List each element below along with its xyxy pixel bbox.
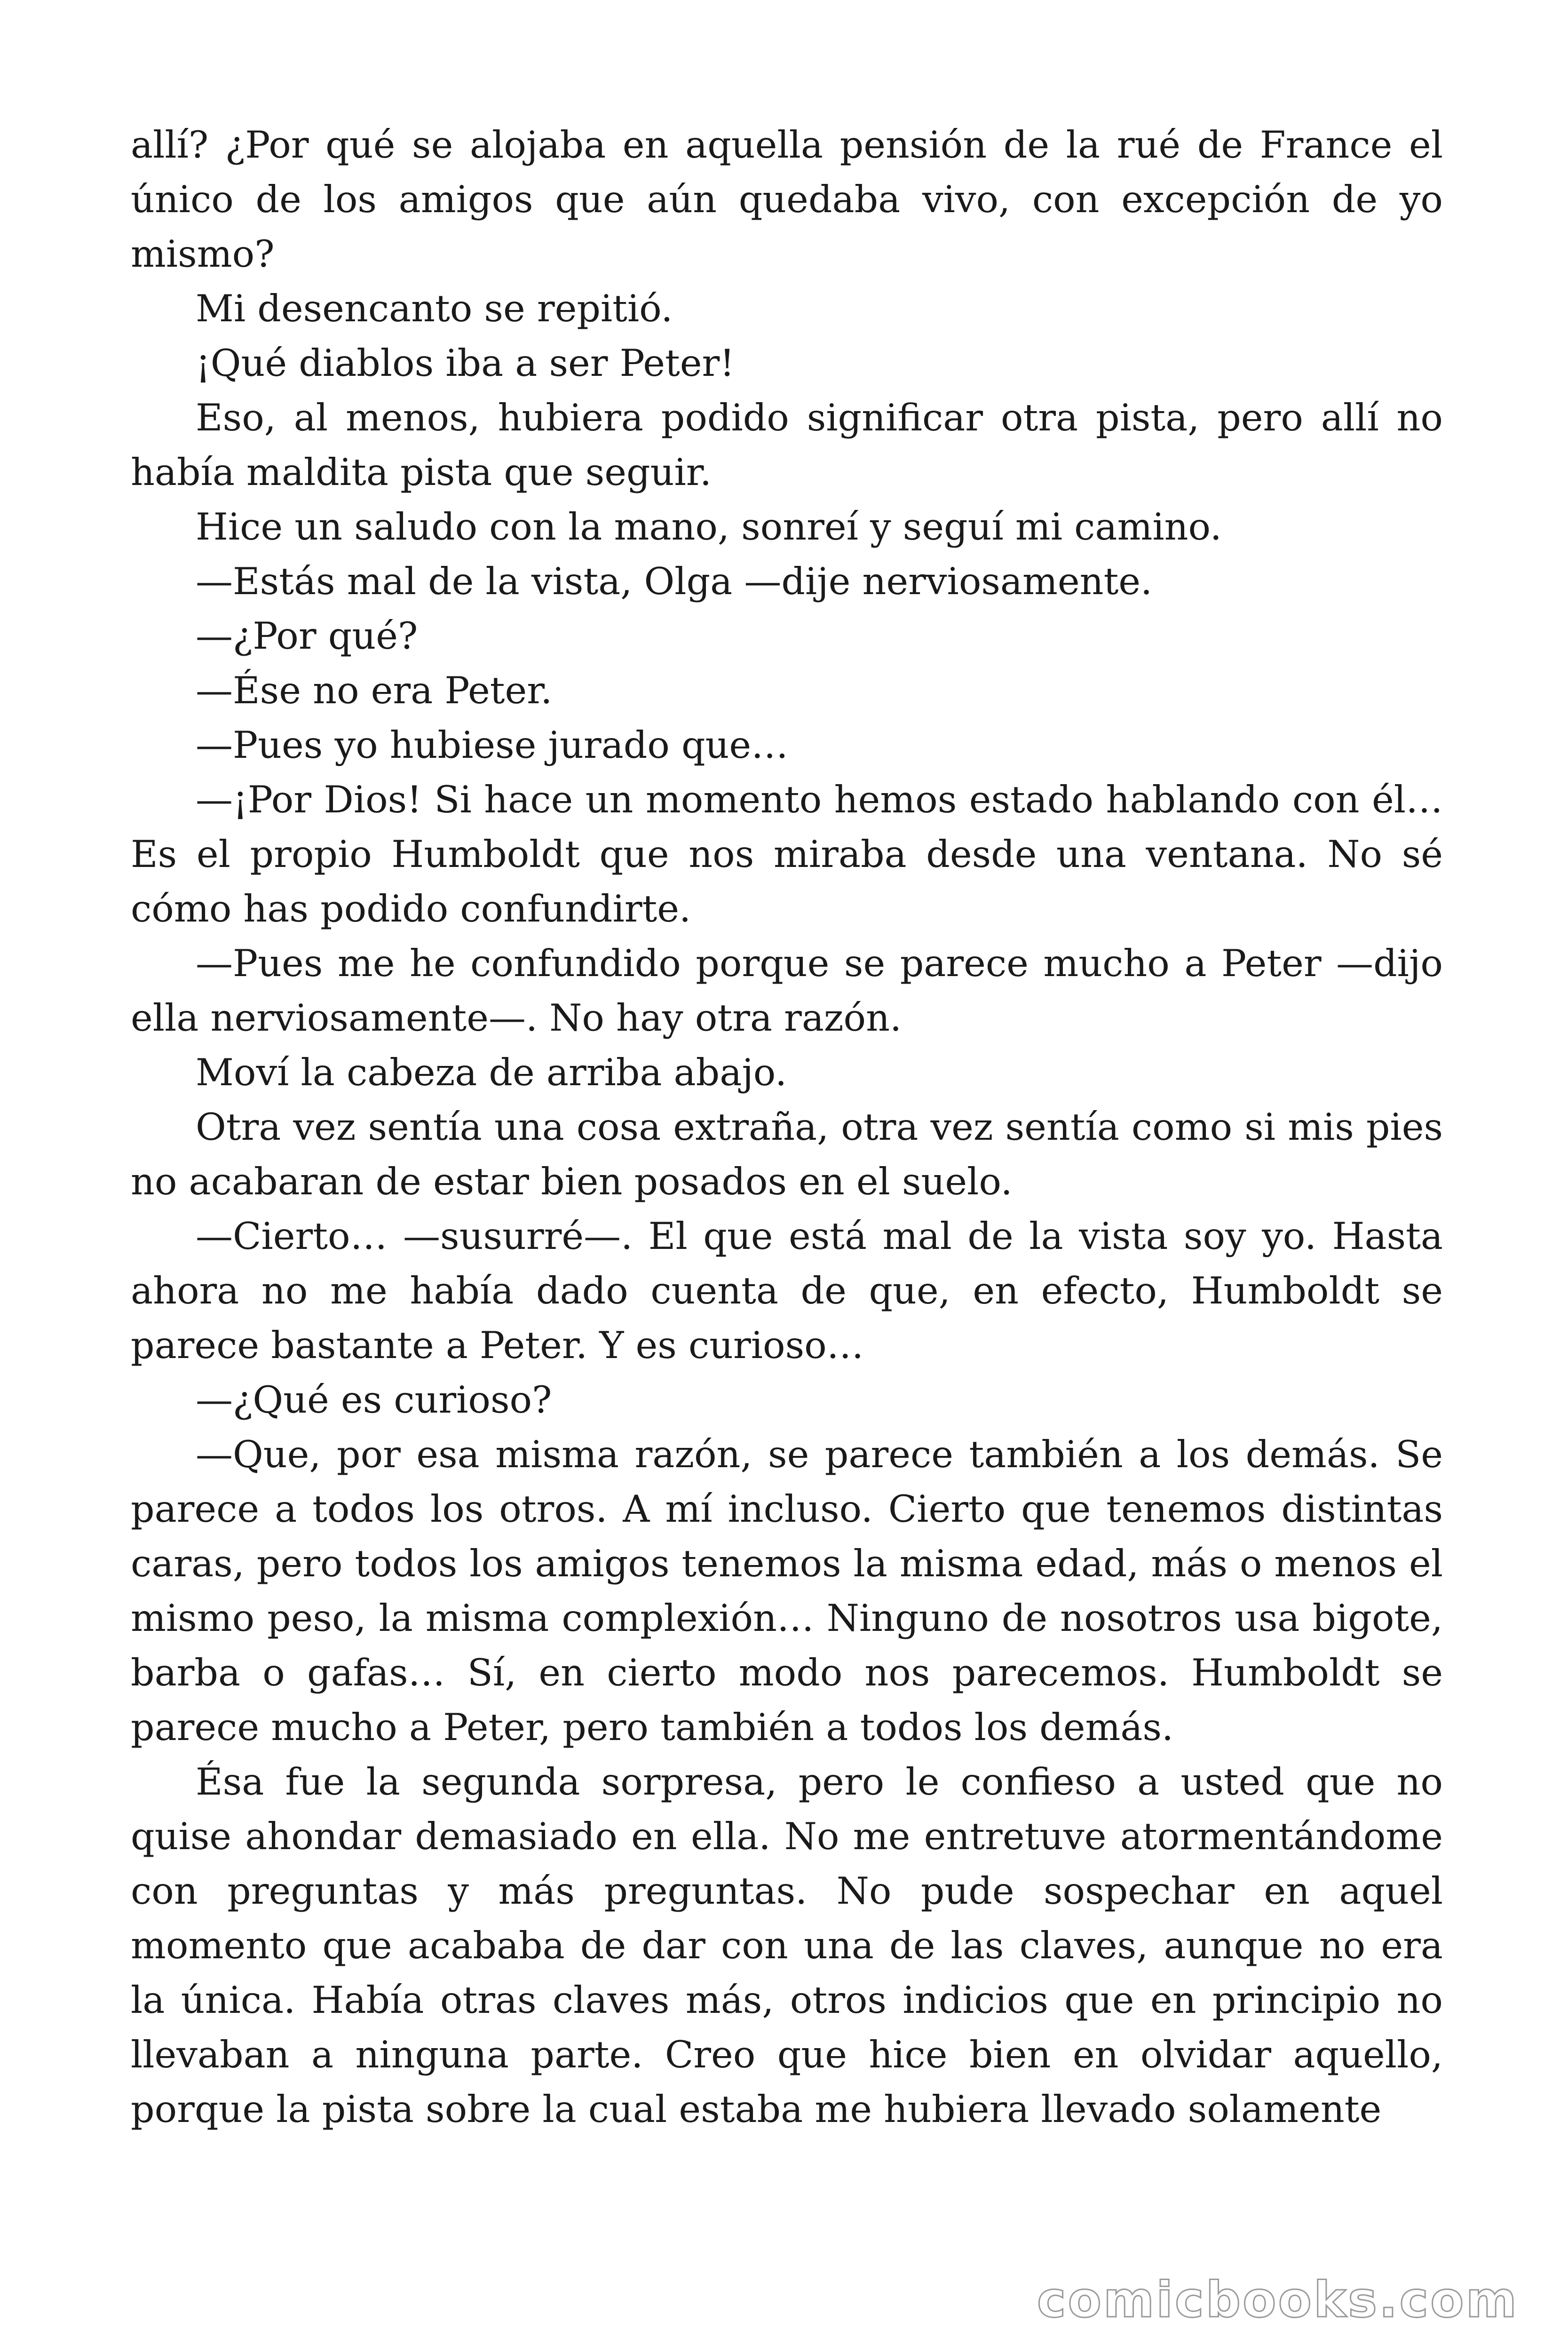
paragraph: —¡Por Dios! Si hace un momento hemos estado hablando con él… Es el propio Humboldt que nos miraba desde una ventana. No sé cómo has podido confundirte. xyxy=(131,778,1443,930)
paragraph: Mi desencanto se repitió. xyxy=(196,287,673,330)
paragraph: Moví la cabeza de arriba abajo. xyxy=(196,1051,787,1094)
paragraph: —Ése no era Peter. xyxy=(196,669,553,712)
paragraph: Ésa fue la segunda sorpresa, pero le confieso a usted que no quise ahondar demasiado en ella. No me entretuve atormentándome con preguntas y más preguntas. No pude sospechar en aquel momento que acababa de dar con una de las claves, aunque no era la única. Había otras claves más, otros indicios que en principio no llevaban a ninguna parte. Creo que hice bien en olvidar aquello, porque la pista sobre la cual estaba me hubiera llevado solamente xyxy=(131,1760,1443,2131)
paragraph: —Pues yo hubiese jurado que… xyxy=(196,723,789,767)
paragraph: allí? ¿Por qué se alojaba en aquella pensión de la rué de France el único de los amigos que aún quedaba vivo, con excepción de yo mismo? xyxy=(131,123,1443,276)
paragraph: —Cierto… —susurré—. El que está mal de la vista soy yo. Hasta ahora no me había dado cuenta de que, en efecto, Humboldt se parece bastante a Peter. Y es curioso… xyxy=(131,1215,1443,1367)
body-text xyxy=(131,118,1443,2137)
paragraph: Otra vez sentía una cosa extraña, otra vez sentía como si mis pies no acabaran de estar bien posados en el suelo. xyxy=(131,1105,1443,1203)
paragraph: —Que, por esa misma razón, se parece también a los demás. Se parece a todos los otros. A mí incluso. Cierto que tenemos distintas caras, pero todos los amigos tenemos la misma edad, más o menos el mismo peso, la misma complexión… Ninguno de nosotros usa bigote, barba o gafas… Sí, en cierto modo nos parecemos. Humboldt se parece mucho a Peter, pero también a todos los demás. xyxy=(131,1433,1443,1749)
paragraph: —¿Por qué? xyxy=(196,614,418,658)
paragraph: Hice un saludo con la mano, sonreí y seguí mi camino. xyxy=(196,505,1222,548)
paragraph: ¡Qué diablos iba a ser Peter! xyxy=(196,342,735,385)
paragraph: Eso, al menos, hubiera podido significar otra pista, pero allí no había maldita pista que seguir. xyxy=(131,396,1443,494)
watermark: comicbooks.com xyxy=(1037,2271,1519,2328)
paragraph: —Pues me he confundido porque se parece mucho a Peter —dijo ella nerviosamente—. No hay otra razón. xyxy=(131,942,1443,1040)
paragraph: —Estás mal de la vista, Olga —dije nerviosamente. xyxy=(196,560,1153,603)
paragraph: —¿Qué es curioso? xyxy=(196,1378,552,1422)
